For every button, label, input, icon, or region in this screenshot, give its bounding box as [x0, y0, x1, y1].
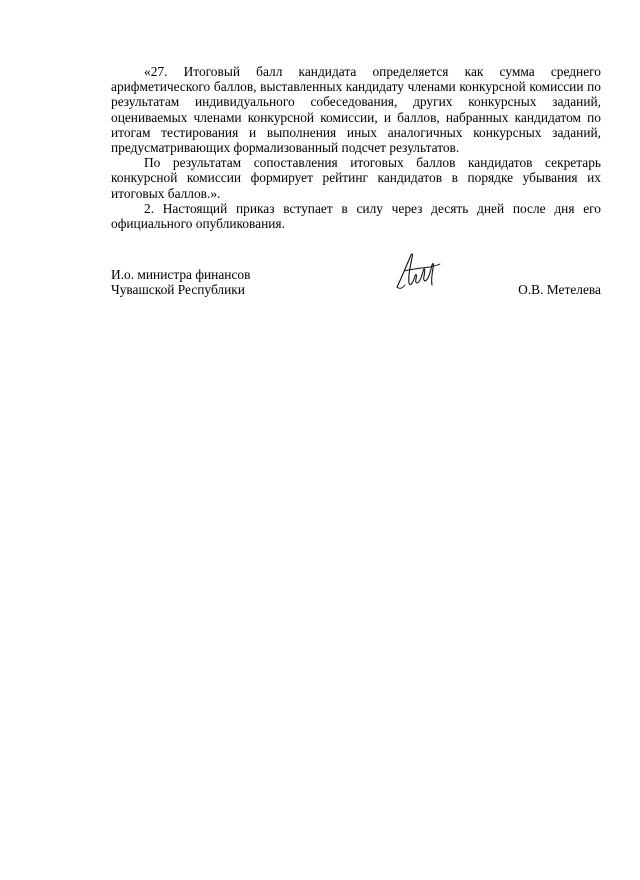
position-line-2: Чувашской Республики	[111, 282, 245, 298]
document-body	[111, 64, 601, 231]
paragraph-effective-date: 2. Настоящий приказ вступает в силу через десять дней после дня его официального опубликования.	[111, 200, 601, 232]
paragraph-item-27: «27. Итоговый балл кандидата определяется как сумма среднего арифметического баллов, выставленных кандидату членами конкурсной комиссии по результатам индивидуального собеседования, других конкурсных заданий, оцениваемых членами конкурсной комиссии, и баллов, набранных кандидатом по итогам тестирования и выполнения иных аналогичных конкурсных заданий, предусматривающих формализованный подсчет результатов.	[111, 64, 601, 156]
signatory-name: О.В. Метелева	[518, 282, 601, 298]
handwritten-signature	[394, 249, 442, 293]
signature-block	[111, 267, 601, 307]
paragraph-rating: По результатам сопоставления итоговых баллов кандидатов секретарь конкурсной комиссии формирует рейтинг кандидатов в порядке убывания их итоговых баллов.».	[111, 155, 601, 201]
signatory-position	[111, 267, 250, 298]
position-line-1: И.о. министра финансов	[111, 267, 251, 282]
